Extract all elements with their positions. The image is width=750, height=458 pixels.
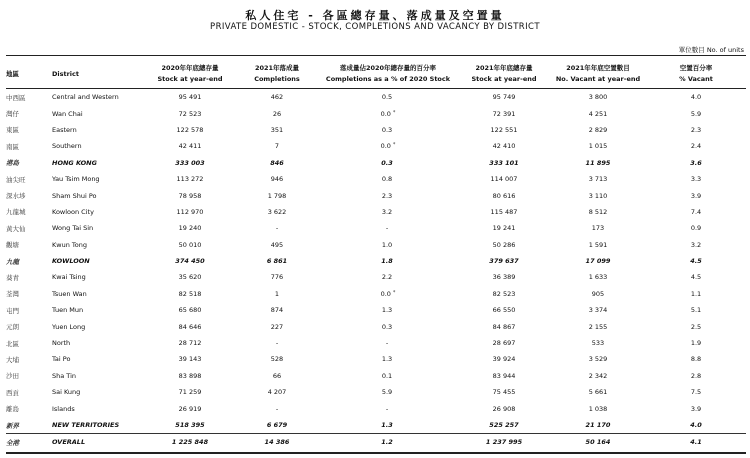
stock-2021-cell: 95 749 [492, 93, 516, 102]
completions-cell: - [275, 404, 279, 413]
header-stock-2021: 2021年年底總存量 Stock at year-end [471, 64, 537, 83]
completions-cell: 1 [274, 289, 280, 298]
stock-2020-cell: 122 578 [176, 125, 204, 134]
table-row [6, 187, 746, 203]
stock-2020-cell: 26 919 [178, 404, 202, 413]
pct-vacant-cell: 2.5 [690, 322, 702, 331]
footnote-mark: * [392, 289, 396, 296]
table-row [6, 351, 746, 367]
stock-2020-cell: 28 712 [178, 339, 202, 348]
completions-pct-cell: 1.0 [381, 240, 393, 249]
completions-cell: 14 386 [236, 434, 318, 451]
stock-2021-cell: 66 550 [492, 306, 516, 315]
district-name-en: Eastern [52, 125, 77, 134]
pct-vacant-cell: 3.9 [690, 404, 702, 413]
table-row [6, 237, 746, 253]
district-name-zh: 深水埗 [6, 192, 26, 201]
pct-vacant-cell: 2.3 [690, 125, 702, 134]
completions-pct-cell: 0.8 [381, 175, 393, 184]
pct-vacant-cell: 3.2 [690, 240, 702, 249]
stock-2020-cell: 50 010 [178, 240, 202, 249]
district-name-zh: 港島 [6, 159, 19, 168]
stock-2021-cell: 525 257 [489, 421, 519, 429]
completions-pct-cell: 3.2 [381, 207, 393, 216]
stock-2020-cell: 78 958 [178, 191, 202, 200]
stock-2021-cell: 379 637 [489, 257, 519, 266]
stock-2021-cell: 84 867 [492, 322, 516, 331]
district-name-en: Wan Chai [52, 109, 83, 118]
stock-2020-cell: 19 240 [178, 224, 202, 233]
district-name-en: Kowloon City [52, 207, 94, 216]
stock-2021-cell: 1 237 995 [458, 434, 550, 451]
district-name-en: North [52, 339, 71, 348]
district-table [6, 59, 746, 451]
stock-2021-cell: 26 908 [492, 404, 516, 413]
top-rule [6, 55, 746, 56]
completions-pct-cell: 5.9 [381, 388, 393, 397]
vacant-cell: 1 015 [588, 142, 608, 151]
stock-2020-cell: 84 646 [178, 322, 202, 331]
header-district-zh: 地區 [6, 69, 19, 78]
completions-pct-cell: 2.2 [381, 273, 393, 282]
district-name-en: KOWLOON [52, 257, 90, 266]
header-pct-vacant: 空置百分率 % Vacant [679, 64, 713, 83]
district-name-en: Sha Tin [52, 371, 76, 380]
table-row [6, 318, 746, 334]
vacant-cell: 4 251 [588, 109, 608, 118]
completions-cell: 462 [270, 93, 284, 102]
table-row [6, 204, 746, 220]
pct-vacant-cell: 4.0 [690, 421, 702, 429]
district-name-zh: 屯門 [6, 306, 19, 315]
pct-vacant-cell: 5.1 [690, 306, 702, 315]
pct-vacant-cell: 8.8 [690, 355, 702, 364]
stock-2021-cell: 39 924 [492, 355, 516, 364]
stock-2021-cell: 36 389 [492, 273, 516, 282]
completions-pct-cell: 0.0 * [380, 142, 396, 151]
vacant-cell: 50 164 [550, 434, 646, 451]
completions-cell: 776 [270, 273, 284, 282]
stock-2021-cell: 19 241 [492, 224, 516, 233]
page-title-english: PRIVATE DOMESTIC - STOCK, COMPLETIONS AND VACANCY BY DISTRICT [210, 22, 540, 32]
stock-2021-cell: 83 944 [492, 371, 516, 380]
district-name-en: NEW TERRITORIES [52, 421, 120, 429]
completions-cell: 846 [270, 158, 284, 167]
stock-2020-cell: 113 272 [176, 175, 204, 184]
pct-vacant-cell: 2.8 [690, 371, 702, 380]
completions-cell: 495 [270, 240, 284, 249]
stock-2020-cell: 112 970 [176, 207, 204, 216]
vacant-cell: 2 155 [588, 322, 608, 331]
vacant-cell: 3 110 [588, 191, 608, 200]
pct-vacant-cell: 1.9 [690, 339, 702, 348]
stock-2020-cell: 333 003 [175, 158, 205, 167]
vacant-cell: 3 374 [588, 306, 608, 315]
district-name-zh: 東區 [6, 126, 19, 135]
pct-vacant-cell: 4.5 [690, 273, 702, 282]
completions-pct-cell: 0.0 * [380, 109, 396, 118]
district-name-zh: 灣仔 [6, 110, 19, 119]
completions-pct-cell: 1.3 [381, 355, 393, 364]
header-completions-pct: 落成量佔2020年總存量的百分率 Completions as a % of 2020 Stock [325, 64, 451, 83]
vacant-cell: 5 661 [588, 388, 608, 397]
stock-2021-cell: 80 616 [492, 191, 516, 200]
table-row [6, 286, 746, 302]
district-name-zh: 葵青 [6, 273, 19, 282]
district-name-zh: 離島 [6, 405, 19, 414]
stock-2020-cell: 82 518 [178, 289, 202, 298]
district-name-zh: 南區 [6, 142, 19, 151]
completions-cell: 4 207 [267, 388, 287, 397]
district-name-zh: 九龍 [6, 257, 19, 266]
pct-vacant-cell: 7.5 [690, 388, 702, 397]
vacant-cell: 905 [591, 289, 605, 298]
completions-cell: 227 [270, 322, 284, 331]
stock-2021-cell: 114 007 [490, 175, 518, 184]
completions-cell: 6 861 [266, 257, 288, 266]
stock-2020-cell: 1 225 848 [144, 434, 236, 451]
completions-pct-cell: 0.3 [381, 158, 393, 167]
stock-2020-cell: 42 411 [178, 142, 202, 151]
stock-2020-cell: 95 491 [178, 93, 202, 102]
pct-vacant-cell: 5.9 [690, 109, 702, 118]
district-name-en: Yau Tsim Mong [52, 175, 100, 184]
completions-pct-cell: - [385, 224, 389, 233]
vacant-cell: 2 342 [588, 371, 608, 380]
table-row [6, 434, 746, 451]
table-row [6, 253, 746, 269]
table-row [6, 417, 746, 434]
stock-2020-cell: 71 259 [178, 388, 202, 397]
footnote-mark: * [392, 109, 396, 116]
pct-vacant-cell: 3.3 [690, 175, 702, 184]
district-name-zh: 黃大仙 [6, 224, 26, 233]
vacant-cell: 3 713 [588, 175, 608, 184]
completions-cell: 66 [272, 371, 282, 380]
pct-vacant-cell: 0.9 [690, 224, 702, 233]
district-name-en: Sai Kung [52, 388, 81, 397]
vacant-cell: 3 800 [588, 93, 608, 102]
vacant-cell: 3 529 [588, 355, 608, 364]
district-name-en: Kwun Tong [52, 240, 87, 249]
stock-2020-cell: 83 898 [178, 371, 202, 380]
table-row [6, 138, 746, 154]
table-row [6, 89, 746, 105]
completions-pct-cell: - [385, 404, 389, 413]
vacant-cell: 173 [591, 224, 605, 233]
vacant-cell: 8 512 [588, 207, 608, 216]
pct-vacant-cell: 4.5 [690, 257, 702, 266]
page-title-chinese: 私人住宅 - 各區總存量、落成量及空置量 [245, 9, 505, 22]
stock-2021-cell: 72 391 [492, 109, 516, 118]
district-name-en: Central and Western [52, 93, 119, 102]
stock-2021-cell: 122 551 [490, 125, 518, 134]
completions-pct-cell: 1.3 [381, 306, 393, 315]
stock-2020-cell: 518 395 [175, 421, 205, 429]
district-name-zh: 中西區 [6, 93, 26, 102]
district-name-zh: 北區 [6, 339, 19, 348]
district-name-zh: 觀塘 [6, 241, 19, 250]
completions-pct-cell: 1.8 [381, 257, 393, 266]
district-name-en: Southern [52, 142, 82, 151]
stock-2020-cell: 374 450 [175, 257, 205, 266]
vacant-cell: 1 038 [588, 404, 608, 413]
stock-2021-cell: 82 523 [492, 289, 516, 298]
header-stock-2020: 2020年年底總存量 Stock at year-end [157, 64, 223, 83]
pct-vacant-cell: 4.1 [646, 434, 746, 451]
completions-pct-cell: 2.3 [381, 191, 393, 200]
stock-2020-cell: 39 143 [178, 355, 202, 364]
district-name-en: Tuen Mun [52, 306, 84, 315]
district-name-en: Kwai Tsing [52, 273, 86, 282]
vacant-cell: 17 099 [585, 257, 611, 266]
vacant-cell: 533 [591, 339, 605, 348]
stock-2020-cell: 65 680 [178, 306, 202, 315]
table-row [6, 105, 746, 121]
completions-pct-cell: 0.0 * [380, 289, 396, 298]
stock-2021-cell: 42 410 [492, 142, 516, 151]
units-label: 單位數目 No. of units [678, 46, 744, 54]
vacant-cell: 1 633 [588, 273, 608, 282]
header-vacant: 2021年年底空置數目 No. Vacant at year-end [555, 64, 641, 83]
stock-2021-cell: 115 487 [490, 207, 518, 216]
vacant-cell: 2 829 [588, 125, 608, 134]
bottom-rule [6, 452, 746, 454]
completions-pct-cell: 1.3 [381, 421, 393, 429]
table-row [6, 220, 746, 236]
completions-cell: 528 [270, 355, 284, 364]
stock-2021-cell: 50 286 [492, 240, 516, 249]
table-row [6, 171, 746, 187]
vacant-cell: 21 170 [585, 421, 611, 429]
completions-cell: - [275, 339, 279, 348]
table-row [6, 335, 746, 351]
district-name-zh: 西貢 [6, 388, 19, 397]
completions-pct-cell: 0.1 [381, 371, 393, 380]
footnote-mark: * [392, 142, 396, 149]
district-name-zh: 油尖旺 [6, 175, 26, 184]
pct-vacant-cell: 7.4 [690, 207, 702, 216]
district-name-en: Tsuen Wan [52, 289, 87, 298]
pct-vacant-cell: 3.9 [690, 191, 702, 200]
district-name-zh: 大埔 [6, 355, 19, 364]
pct-vacant-cell: 3.6 [690, 158, 702, 167]
district-name-zh: 新界 [6, 421, 19, 430]
pct-vacant-cell: 2.4 [690, 142, 702, 151]
district-name-en: Yuen Long [52, 322, 86, 331]
stock-2020-cell: 72 523 [178, 109, 202, 118]
stock-2021-cell: 333 101 [489, 158, 519, 167]
completions-cell: 946 [270, 175, 284, 184]
completions-cell: 1 798 [267, 191, 287, 200]
completions-cell: - [275, 224, 279, 233]
district-name-zh: 全港 [6, 434, 52, 451]
completions-pct-cell: 0.5 [381, 93, 393, 102]
table-row [6, 155, 746, 171]
completions-pct-cell: 1.2 [318, 434, 458, 451]
completions-cell: 351 [270, 125, 284, 134]
district-name-zh: 元朗 [6, 323, 19, 332]
table-row [6, 384, 746, 400]
completions-cell: 3 622 [267, 207, 287, 216]
header-completions: 2021年落成量 Completions [254, 64, 300, 83]
completions-cell: 874 [270, 306, 284, 315]
vacant-cell: 1 591 [588, 240, 608, 249]
district-name-zh: 九龍城 [6, 208, 26, 217]
completions-cell: 7 [274, 142, 280, 151]
completions-cell: 26 [272, 109, 282, 118]
district-name-en: OVERALL [52, 434, 144, 451]
stock-2020-cell: 35 620 [178, 273, 202, 282]
completions-cell: 6 679 [266, 421, 288, 429]
district-name-en: Wong Tai Sin [52, 224, 94, 233]
table-row [6, 368, 746, 384]
completions-pct-cell: 0.3 [381, 322, 393, 331]
completions-pct-cell: 0.3 [381, 125, 393, 134]
header-district-en: District [52, 69, 79, 78]
table-body [6, 89, 746, 451]
completions-pct-cell: - [385, 339, 389, 348]
pct-vacant-cell: 4.0 [690, 93, 702, 102]
district-name-zh: 沙田 [6, 372, 19, 381]
district-name-en: Sham Shui Po [52, 191, 97, 200]
table-row [6, 269, 746, 285]
table-row [6, 400, 746, 416]
pct-vacant-cell: 1.1 [690, 289, 702, 298]
table-row [6, 302, 746, 318]
stock-2021-cell: 75 455 [492, 388, 516, 397]
district-name-en: Islands [52, 404, 75, 413]
header-row [6, 59, 746, 89]
stock-2021-cell: 28 697 [492, 339, 516, 348]
district-name-en: Tai Po [52, 355, 71, 364]
district-name-zh: 荃灣 [6, 290, 19, 299]
table-row [6, 122, 746, 138]
vacant-cell: 11 895 [585, 158, 611, 167]
district-name-en: HONG KONG [52, 158, 97, 167]
